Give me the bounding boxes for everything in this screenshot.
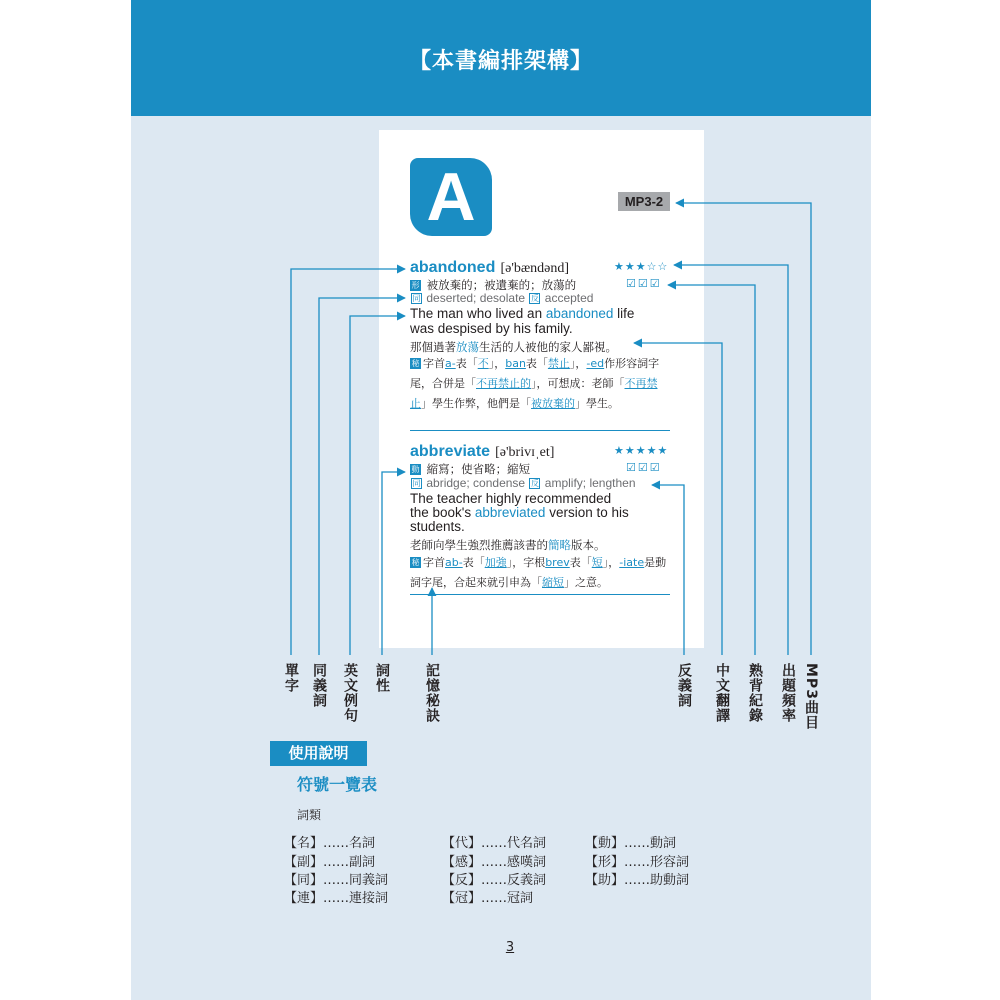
label-tip: 記憶秘訣 [424, 663, 440, 723]
entry-1-translation-highlight: 放蕩 [456, 340, 479, 354]
connector-pos [382, 472, 405, 655]
entry-1-meaning: 被放棄的；被遺棄的；放蕩的 [426, 278, 577, 292]
tip-text: 字首 [423, 357, 445, 370]
usage-section-title: 使用說明 [270, 741, 367, 766]
tip-text: 作形容詞字尾，合併是「 [410, 357, 660, 390]
pos-item: 【感】……感嘆詞 [442, 855, 547, 870]
label-mp3: MP3曲目 [803, 663, 819, 730]
pos-item: 【動】……動詞 [585, 836, 677, 851]
entry-1-example-line-2: was despised by his family. [410, 321, 573, 336]
label-record: 熟背紀錄 [747, 663, 763, 723]
tip-text: 」之意。 [564, 576, 608, 589]
entry-2-antonym-tag: 反 [530, 479, 539, 488]
tip-highlight: 不 [477, 357, 489, 370]
entry-1-example-text: life [613, 306, 635, 321]
page-number: 3 [505, 940, 515, 955]
entry-1-phonetic: [ə'bændənd] [500, 261, 570, 276]
tip-text: 是動詞字尾，合起來就引申為「 [410, 556, 667, 589]
tip-text: 表「 [455, 357, 478, 370]
entry-2-pos-tag: 動 [411, 465, 420, 474]
entry-2-example-text: version to his [545, 505, 629, 520]
tip-text: 」學生作弊，他們是「 [421, 397, 531, 410]
entry-1-tip-tag: 秘 [411, 359, 420, 368]
tip-highlight: 禁止 [547, 357, 570, 370]
entry-1-antonym-tag: 反 [530, 294, 539, 303]
mp3-track-badge: MP3-2 [618, 192, 670, 211]
entry-1-example-highlight: abandoned [545, 306, 614, 321]
page-title: 【本書編排架構】 [408, 49, 593, 74]
tip-highlight: 被放棄的 [531, 397, 575, 410]
entry-2-example-text: the book's [410, 505, 475, 520]
connector-frequency [674, 265, 788, 655]
tip-highlight: -ed [586, 357, 605, 370]
pos-item: 【反】……反義詞 [442, 873, 547, 888]
entry-2-synonyms: abridge; condense [426, 476, 526, 490]
pos-item: 【助】……助動詞 [585, 873, 690, 888]
word-class-title: 詞類 [297, 808, 322, 822]
pos-item: 【代】……代名詞 [442, 836, 547, 851]
entry-1-frequency-stars: ★★★☆☆ [614, 260, 669, 273]
entry-2-antonyms: amplify; lengthen [544, 476, 636, 490]
tip-highlight: a- [445, 357, 456, 370]
entry-2-synonym-tag: 同 [412, 479, 421, 488]
tip-text: 表「 [462, 556, 485, 569]
tip-text: 」，字根 [506, 556, 546, 569]
entry-1-example-text: The man who lived an [410, 306, 546, 321]
connector-record [668, 285, 755, 655]
entry-2-meaning: 縮寫；使省略；縮短 [426, 462, 531, 476]
entry-2-phonetic: [ə'brivɪˌet] [495, 445, 555, 460]
entry-2-example-line-3: students. [410, 519, 465, 534]
pos-item: 【冠】……冠詞 [442, 891, 534, 906]
tip-highlight: 短 [591, 556, 603, 569]
entry-1-review-checkboxes: ☑☑☑ [626, 277, 662, 290]
entry-2-translation-text: 老師向學生強烈推薦該書的 [410, 538, 548, 552]
label-translation: 中文翻譯 [714, 663, 730, 723]
entry-2-example-line-1: The teacher highly recommended [410, 491, 612, 506]
tip-text: 」， [569, 357, 587, 370]
entry-2-frequency-stars: ★★★★★ [614, 444, 669, 457]
tip-text: 」， [488, 357, 506, 370]
entry-1-antonyms: accepted [544, 291, 594, 305]
connector-synonym [319, 298, 405, 655]
connector-translation [634, 343, 722, 655]
entry-1-synonyms: deserted; desolate [426, 291, 526, 305]
entry-1-pos-tag: 形 [411, 281, 420, 290]
entry-2-review-checkboxes: ☑☑☑ [626, 461, 662, 474]
entry-1-synonym-tag: 同 [412, 294, 421, 303]
symbols-title: 符號一覽表 [297, 775, 378, 794]
connector-antonym [652, 485, 684, 655]
tip-highlight: ab- [445, 556, 463, 569]
tip-highlight: 不再禁止的 [476, 377, 531, 390]
entry-1-word: abandoned [410, 259, 496, 276]
tip-text: 」， [602, 556, 620, 569]
entry-1-translation-text: 生活的人被他的家人鄙視。 [479, 340, 617, 354]
tip-highlight: 不再禁止 [410, 377, 658, 410]
pos-item: 【名】……名詞 [284, 836, 376, 851]
tip-highlight: -iate [619, 556, 645, 569]
label-word: 單字 [283, 663, 299, 693]
tip-highlight: 縮短 [542, 576, 564, 589]
tip-text: 字首 [423, 556, 445, 569]
connector-word [291, 269, 405, 655]
entry-2-example-highlight: abbreviated [474, 505, 546, 520]
pos-item: 【連】……連接詞 [284, 891, 389, 906]
label-synonym: 同義詞 [311, 663, 327, 708]
label-pos: 詞性 [374, 663, 390, 693]
pos-item: 【同】……同義詞 [284, 873, 389, 888]
entry-2-word: abbreviate [410, 443, 491, 460]
label-frequency: 出題頻率 [780, 663, 796, 723]
connector-mp3 [676, 203, 811, 655]
tip-text: 表「 [525, 357, 548, 370]
entry-2-translation-text: 版本。 [571, 538, 606, 552]
tip-text: 」學生。 [575, 397, 619, 410]
pos-item: 【形】……形容詞 [585, 855, 690, 870]
entry-2-translation-highlight: 簡略 [548, 538, 571, 552]
label-antonym: 反義詞 [676, 663, 692, 708]
label-example: 英文例句 [342, 663, 358, 723]
tip-text: 表「 [569, 556, 592, 569]
tip-highlight: ban [505, 357, 526, 370]
letter-tile: A [410, 158, 492, 236]
entry-2-tip-tag: 秘 [411, 558, 420, 567]
entry-1-translation-text: 那個過著 [410, 340, 456, 354]
pos-item: 【副】……副詞 [284, 855, 376, 870]
tip-highlight: brev [545, 556, 570, 569]
tip-highlight: 加強 [484, 556, 507, 569]
connector-example [350, 316, 405, 655]
tip-text: 」，可想成：老師「 [531, 377, 625, 390]
